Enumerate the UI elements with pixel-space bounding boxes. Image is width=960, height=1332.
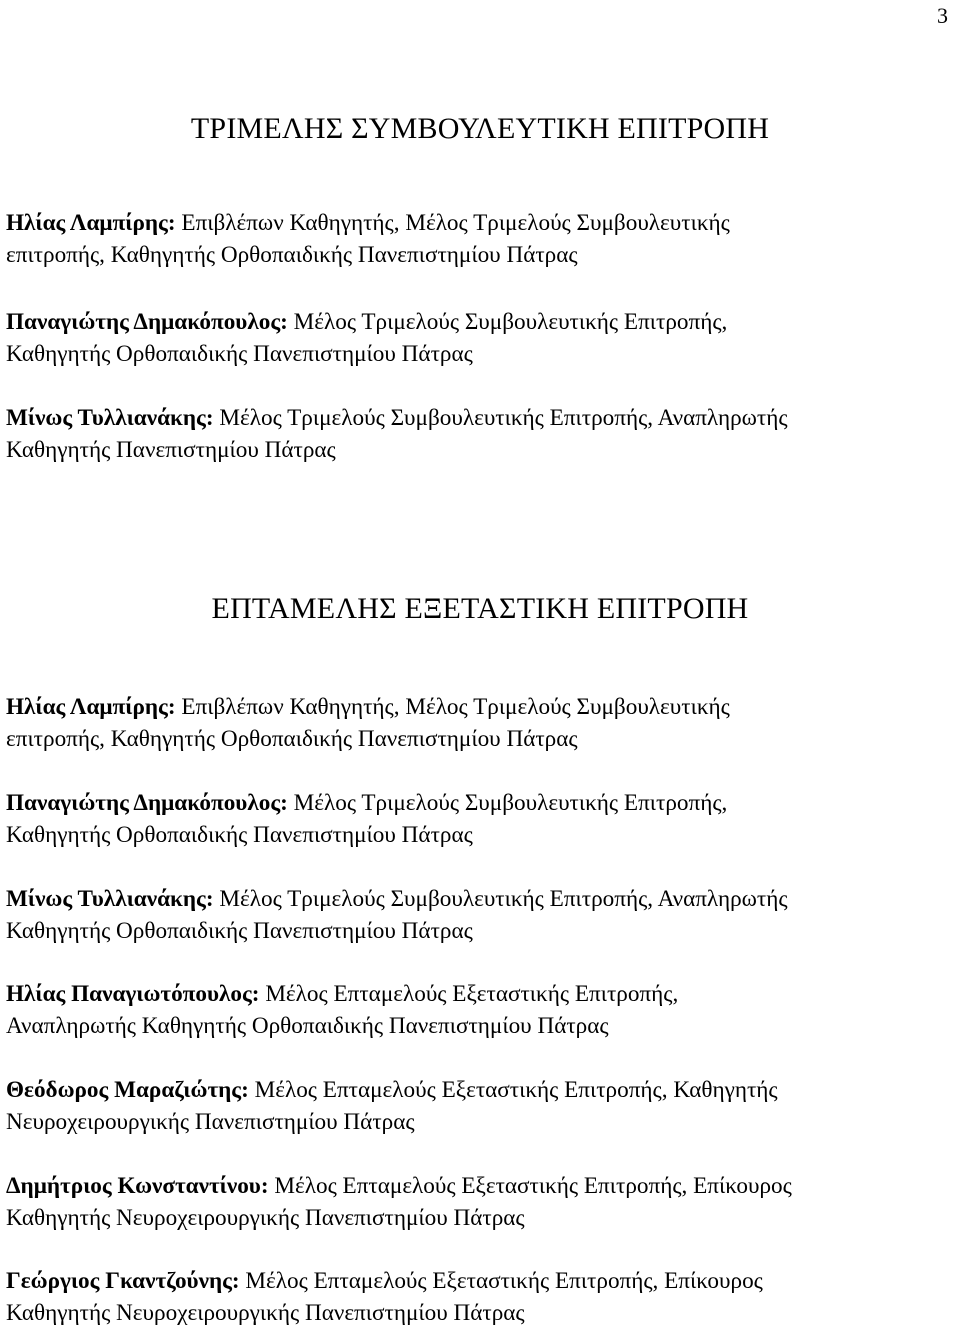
advisory-member-entry [6,306,950,370]
page-number: 3 [937,3,948,28]
member-name: Ηλίας Λαμπίρης: [6,694,176,720]
member-role-continued: Καθηγητής Νευροχειρουργικής Πανεπιστημίου Πάτρας [6,1300,525,1326]
member-role-continued: Νευροχειρουργικής Πανεπιστημίου Πάτρας [6,1109,415,1135]
member-first-line [6,691,950,723]
member-name: Παναγιώτης Δημακόπουλος: [6,309,288,335]
member-name: Ηλίας Λαμπίρης: [6,210,176,236]
member-role-continued: Αναπληρωτής Καθηγητής Ορθοπαιδικής Πανεπιστημίου Πάτρας [6,1013,609,1039]
member-role: Επιβλέπων Καθηγητής, Μέλος Τριμελούς Συμβουλευτικής [175,694,730,720]
member-first-line [6,402,950,434]
advisory-committee-title: ΤΡΙΜΕΛΗΣ ΣΥΜΒΟΥΛΕΥΤΙΚΗ ΕΠΙΤΡΟΠΗ [190,112,770,145]
member-role: Επιβλέπων Καθηγητής, Μέλος Τριμελούς Συμβουλευτικής [175,210,730,236]
member-name: Γεώργιος Γκαντζούνης: [6,1268,240,1294]
member-role: Μέλος Επταμελούς Εξεταστικής Επιτροπής, Καθηγητής [248,1077,778,1103]
member-first-line [6,978,950,1010]
member-first-line [6,306,950,338]
member-first-line [6,1074,950,1106]
member-name: Παναγιώτης Δημακόπουλος: [6,790,288,816]
examination-member-entry [6,978,950,1042]
member-role: Μέλος Τριμελούς Συμβουλευτικής Επιτροπής, Αναπληρωτής [213,886,788,912]
member-name: Θεόδωρος Μαραζιώτης: [6,1077,249,1103]
advisory-member-entry [6,402,950,466]
member-role-continued: Καθηγητής Πανεπιστημίου Πάτρας [6,437,336,463]
member-role-continued: Καθηγητής Νευροχειρουργικής Πανεπιστημίου Πάτρας [6,1205,525,1231]
member-first-line [6,1170,950,1202]
member-role: Μέλος Επταμελούς Εξεταστικής Επιτροπής, Επίκουρος [239,1268,763,1294]
examination-member-entry [6,1074,950,1138]
member-role: Μέλος Επταμελούς Εξεταστικής Επιτροπής, [259,981,679,1007]
examination-member-entry [6,1170,950,1234]
member-role: Μέλος Τριμελούς Συμβουλευτικής Επιτροπής, Αναπληρωτής [213,405,788,431]
member-name: Μίνως Τυλλιανάκης: [6,886,214,912]
member-name: Μίνως Τυλλιανάκης: [6,405,214,431]
member-first-line [6,1265,950,1297]
member-first-line [6,207,950,239]
examination-member-entry [6,883,950,947]
member-role: Μέλος Τριμελούς Συμβουλευτικής Επιτροπής, [287,309,728,335]
member-role-continued: Καθηγητής Ορθοπαιδικής Πανεπιστημίου Πάτρας [6,918,473,944]
examination-member-entry [6,691,950,755]
member-first-line [6,883,950,915]
member-role-continued: επιτροπής, Καθηγητής Ορθοπαιδικής Πανεπιστημίου Πάτρας [6,726,578,752]
examination-member-entry [6,787,950,851]
member-role-continued: Καθηγητής Ορθοπαιδικής Πανεπιστημίου Πάτρας [6,341,473,367]
member-role-continued: Καθηγητής Ορθοπαιδικής Πανεπιστημίου Πάτρας [6,822,473,848]
member-role: Μέλος Τριμελούς Συμβουλευτικής Επιτροπής, [287,790,728,816]
examination-committee-title: ΕΠΤΑΜΕΛΗΣ ΕΞΕΤΑΣΤΙΚΗ ΕΠΙΤΡΟΠΗ [211,592,749,625]
member-first-line [6,787,950,819]
examination-member-entry [6,1265,950,1329]
member-name: Ηλίας Παναγιωτόπουλος: [6,981,260,1007]
member-role: Μέλος Επταμελούς Εξεταστικής Επιτροπής, Επίκουρος [268,1173,792,1199]
advisory-member-entry [6,207,950,271]
member-name: Δημήτριος Κωνσταντίνου: [6,1173,269,1199]
member-role-continued: επιτροπής, Καθηγητής Ορθοπαιδικής Πανεπιστημίου Πάτρας [6,242,578,268]
